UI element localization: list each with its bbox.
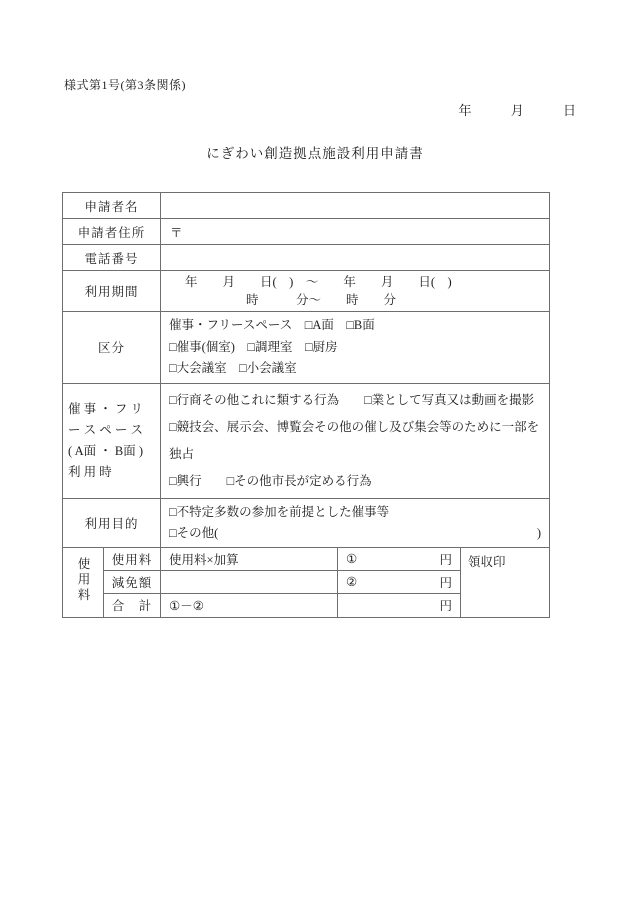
row-applicant-address [63, 219, 550, 245]
event-freespace-option-line-1: □行商その他これに類する行為 □業として写真又は動画を撮影 [169, 392, 535, 407]
fee-usage-unit: 円 [439, 552, 453, 567]
fee-total-amount [338, 593, 461, 617]
fee-total-unit: 円 [439, 599, 453, 613]
fee-usage-label: 使用料 [104, 547, 161, 570]
event-freespace-option-line-2: □競技会、展示会、博覧会その他の催し及び集会等のために一部を独占 [169, 419, 540, 461]
purpose-label: 利用目的 [63, 498, 161, 547]
row-usage-period [63, 271, 550, 312]
usage-period-value [161, 271, 550, 312]
fee-reduction-amount [338, 570, 461, 593]
fee-group-label: 使用料 [76, 556, 90, 604]
fee-total-label: 合 計 [104, 593, 161, 617]
applicant-name-label: 申請者名 [63, 193, 161, 219]
usage-period-label: 利用期間 [63, 271, 161, 312]
row-purpose [63, 498, 550, 547]
fee-reduction-amount-label: ② [346, 574, 358, 589]
purpose-other-prefix: □その他( [169, 525, 219, 540]
event-freespace-label-line-4: 利 用 時 [68, 464, 112, 479]
fee-total-formula: ①－② [161, 593, 338, 617]
event-freespace-label [63, 383, 161, 498]
row-fee-usage [63, 547, 550, 570]
applicant-name-value [161, 193, 550, 219]
receipt-stamp-cell: 領収印 [461, 547, 550, 617]
usage-period-time-line: 時 分～ 時 分 [246, 293, 397, 307]
event-freespace-options [161, 383, 550, 498]
row-applicant-name [63, 193, 550, 219]
date-day-label: 日 [562, 103, 576, 118]
fee-usage-formula: 使用料×加算 [161, 547, 338, 570]
event-freespace-label-line-3: ( A面 ・ B面 ) [68, 443, 144, 458]
document-title: にぎわい創造拠点施設利用申請書 [206, 146, 424, 161]
application-form-table [62, 192, 550, 618]
fee-usage-amount-label: ① [346, 551, 358, 566]
purpose-options [161, 498, 550, 547]
fee-group-cell [63, 547, 104, 617]
row-category [63, 312, 550, 384]
purpose-other-suffix: ) [536, 525, 542, 540]
event-freespace-label-line-1: 催 事 ・ フ リ [68, 401, 144, 416]
purpose-option-line-2 [169, 523, 541, 544]
phone-number-label: 電話番号 [63, 245, 161, 271]
category-option-line-1: 催事・フリースペース □A面 □B面 [169, 318, 375, 332]
applicant-address-value: 〒 [161, 219, 550, 245]
row-event-freespace [63, 383, 550, 498]
event-freespace-label-line-2: ー ス ペ ー ス [68, 422, 144, 437]
date-year-label: 年 [458, 103, 472, 118]
purpose-option-line-1: □不特定多数の参加を前提とした催事等 [169, 504, 390, 519]
category-options [161, 312, 550, 384]
date-line [0, 100, 576, 119]
fee-reduction-unit: 円 [439, 575, 453, 590]
category-option-line-3: □大会議室 □小会議室 [169, 361, 297, 375]
event-freespace-option-line-3: □興行 □その他市長が定める行為 [169, 473, 372, 488]
applicant-address-label: 申請者住所 [63, 219, 161, 245]
fee-reduction-label: 減免額 [104, 570, 161, 593]
category-option-line-2: □催事(個室) □調理室 □厨房 [169, 339, 338, 354]
row-phone-number [63, 245, 550, 271]
usage-period-date-line: 年 月 日( ) ～ 年 月 日( ) [185, 275, 452, 289]
category-label: 区分 [63, 312, 161, 384]
fee-reduction-formula [161, 570, 338, 593]
form-number: 様式第1号(第3条関係) [64, 78, 186, 92]
fee-usage-amount [338, 547, 461, 570]
date-month-label: 月 [510, 103, 524, 118]
phone-number-value [161, 245, 550, 271]
